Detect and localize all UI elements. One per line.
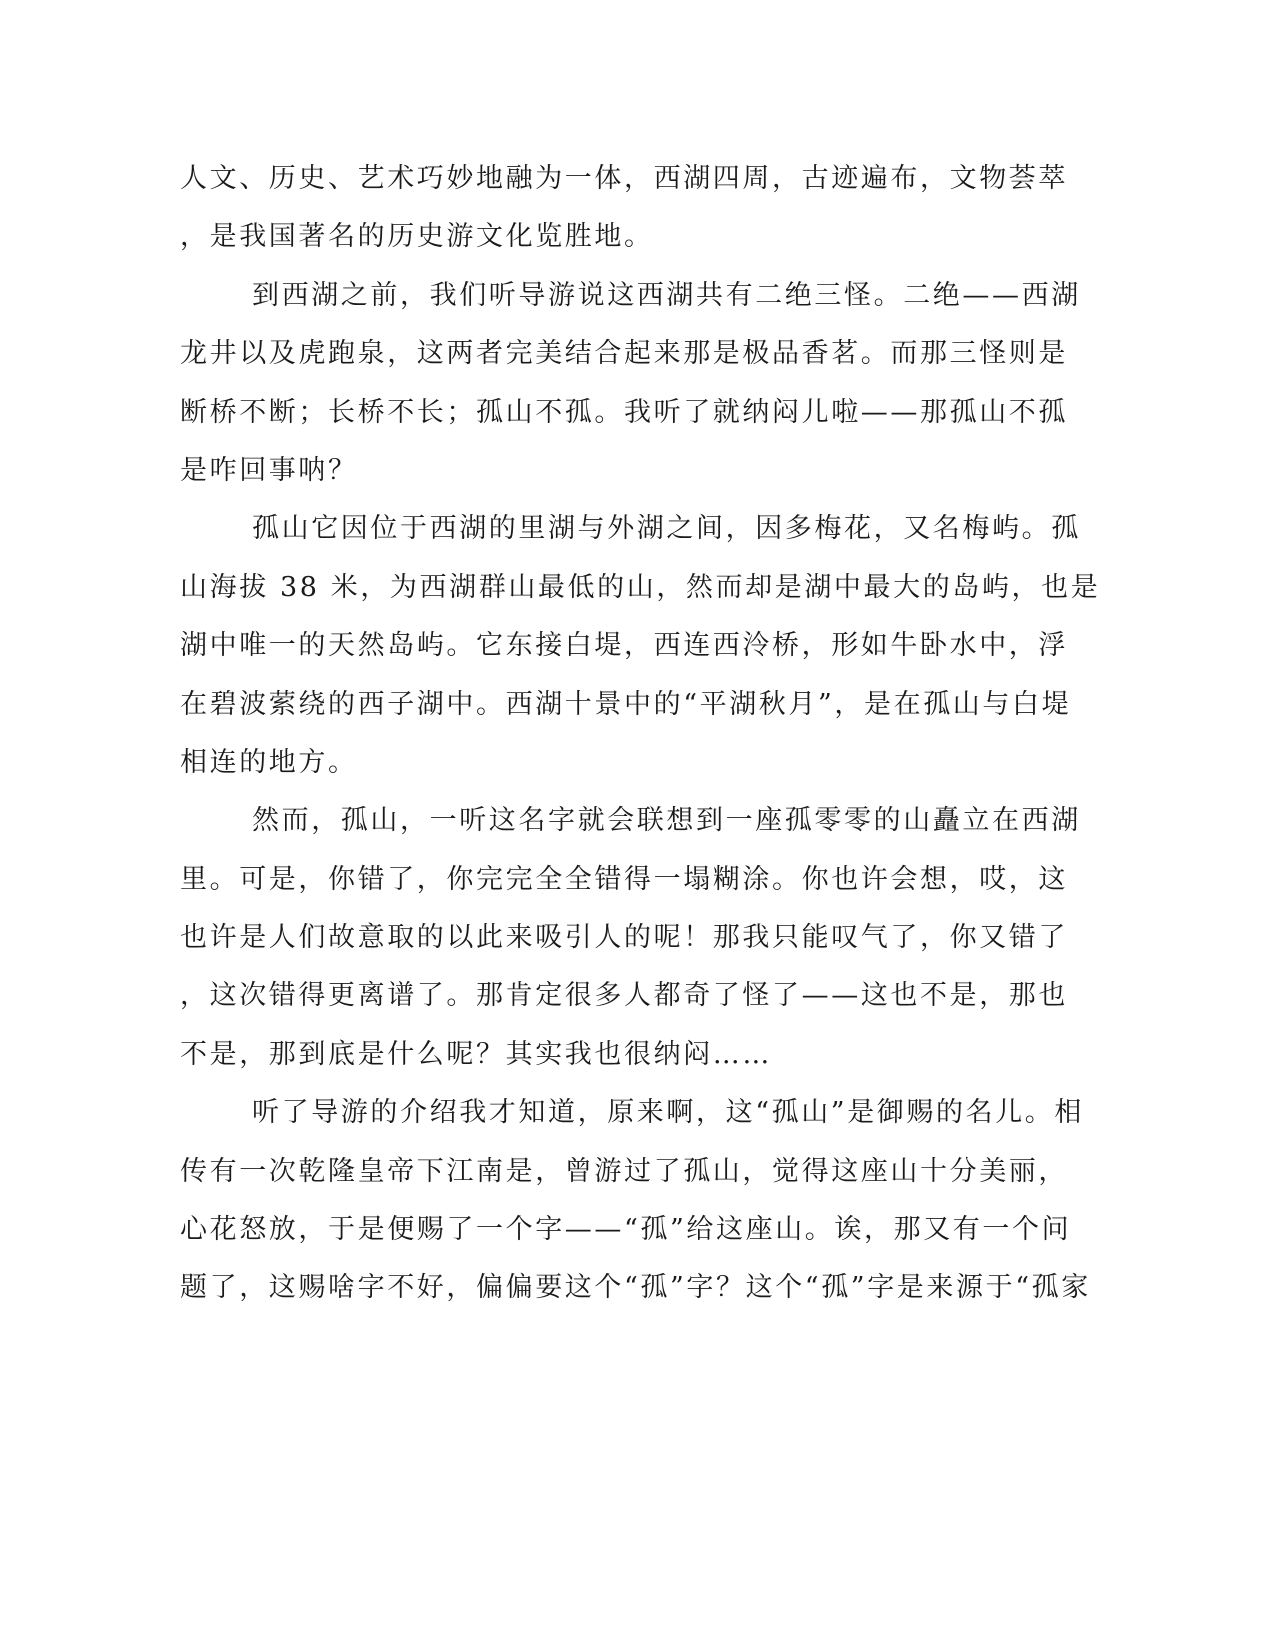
- text-line: 题了，这赐啥字不好，偏偏要这个“孤”字？这个“孤”字是来源于“孤家: [180, 1272, 1091, 1304]
- text-line: 然而，孤山，一听这名字就会联想到一座孤零零的山矗立在西湖: [252, 805, 1081, 837]
- text-line: 在碧波萦绕的西子湖中。西湖十景中的“平湖秋月”，是在孤山与白堤: [180, 688, 1072, 720]
- text-line: 也许是人们故意取的以此来吸引人的呢！那我只能叹气了，你又错了: [180, 922, 1068, 954]
- text-line: 到西湖之前，我们听导游说这西湖共有二绝三怪。二绝——西湖: [252, 279, 1081, 311]
- text-line: 是咋回事呐？: [180, 454, 358, 486]
- text-line: 孤山它因位于西湖的里湖与外湖之间，因多梅花，又名梅屿。孤: [252, 513, 1081, 545]
- text-line: 听了导游的介绍我才知道，原来啊，这“孤山”是御赐的名儿。相: [252, 1097, 1085, 1129]
- text-line: 人文、历史、艺术巧妙地融为一体，西湖四周，古迹遍布，文物荟萃: [180, 163, 1068, 194]
- text-line: ，是我国著名的历史游文化览胜地。: [180, 221, 654, 253]
- text-line: 山海拔 38 米，为西湖群山最低的山，然而却是湖中最大的岛屿，也是: [180, 571, 1101, 603]
- body-text: [180, 150, 1101, 1318]
- text-line: 断桥不断；长桥不长；孤山不孤。我听了就纳闷儿啦——那孤山不孤: [180, 396, 1068, 428]
- text-line: ，这次错得更离谱了。那肯定很多人都奇了怪了——这也不是，那也: [180, 980, 1068, 1012]
- text-line: 心花怒放，于是便赐了一个字——“孤”给这座山。诶，那又有一个问: [180, 1214, 1072, 1246]
- text-line: 龙井以及虎跑泉，这两者完美结合起来那是极品香茗。而那三怪则是: [180, 338, 1068, 370]
- text-line: 不是，那到底是什么呢？其实我也很纳闷……: [180, 1038, 772, 1070]
- text-line: 传有一次乾隆皇帝下江南是，曾游过了孤山，觉得这座山十分美丽，: [180, 1155, 1068, 1187]
- text-line: 湖中唯一的天然岛屿。它东接白堤，西连西泠桥，形如牛卧水中，浮: [180, 630, 1068, 662]
- text-line: 相连的地方。: [180, 746, 358, 778]
- text-line: 里。可是，你错了，你完完全全错得一塌糊涂。你也许会想，哎，这: [180, 863, 1068, 895]
